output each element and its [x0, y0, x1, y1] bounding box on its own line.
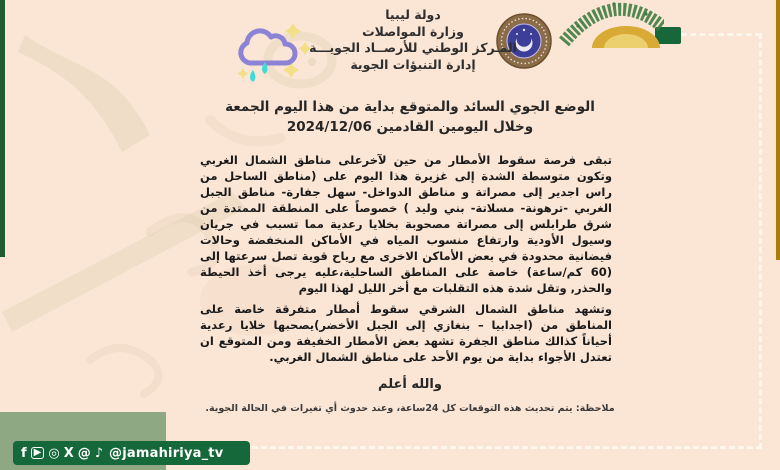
- social-bar: [13, 441, 250, 465]
- left-accent-bar: [0, 0, 5, 257]
- instagram-icon: ◎: [48, 445, 60, 461]
- dashed-frame-bottom: [252, 446, 762, 449]
- social-handle: @jamahiriya_tv: [109, 445, 224, 461]
- title-line-2: 2024/12/06 وخلال اليومين القادمين: [286, 119, 534, 135]
- forecast-paragraph-2: وتشهد مناطق الشمال الشرقي سقوط أمطار متفرقة خاصة على المناطق من (اجدابيا – بنغازي إلى الجبل الأخضر)يصحبها خلايا رعدية أحياناً كذالك مناطق الجفرة تشهد بعض الأمطار الخفيفة ومن المتوقع ان تعتدل الأجواء بداية من يوم الأحد على مناطق الشمال الغربي.: [200, 302, 612, 364]
- org-line-ministry: وزارة المواصلات: [362, 23, 464, 39]
- closing-phrase: والله أعلم: [378, 377, 442, 392]
- forecast-paragraph-1: تبقى فرصة سقوط الأمطار من حين لآخرعلى مناطق الشمال الغربي وتكون متوسطة الشدة إلى غزيرة هذا اليوم على (مناطق الساحل من راس اجدير إلى مصراتة و مناطق الدواخل- سهل جفارة- مناطق الجبل الغربي -ترهونة- مسلاتة- بني وليد ) خصوصاً على المنطقة الممتدة من شرق طرابلس إلى مصراتة مصحوبة بخلايا رعدية مما تسبب في جريان وسيول الأودية وارتفاع منسوب المياه في الأماكن المنخفضة وحالات فيضانية محدودة في بعض الأماكن الاخرى مع رياح قوية تصل سرعتها إلى (60 كم/ساعة) خاصة على المناطق الساحلية،عليه يرجى أخذ الحيطة والحذر, وتقل شدة هذه التقلبات مع أخر الليل لهذا اليوم: [200, 153, 612, 295]
- facebook-icon: f: [21, 445, 27, 461]
- tiktok-icon: ♪: [94, 445, 104, 461]
- update-note: ملاحظة: يتم تحديث هذه التوقعات كل 24ساعة، وعند حدوث أي تغيرات في الحالة الجوية.: [205, 403, 615, 414]
- bulletin-title: [150, 97, 670, 137]
- dashed-frame-top: [681, 33, 761, 36]
- org-line-department: إدارة التنبؤات الجوية: [350, 56, 476, 72]
- threads-icon: @: [77, 445, 91, 461]
- dashed-frame-right: [759, 33, 762, 449]
- title-line-1: الوضع الجوي السائد والمتوقع بداية من هذا اليوم الجمعة: [225, 99, 595, 115]
- org-line-center: المـركز الوطني للأرصــاد الجويـــة: [309, 40, 517, 55]
- org-header: [253, 7, 573, 73]
- org-line-country: دولة ليبيا: [385, 7, 441, 22]
- right-accent-bar: [776, 0, 780, 260]
- jamahiriya-tv-calligraphy-logo: [558, 0, 664, 50]
- youtube-icon: ▶: [31, 447, 45, 459]
- forecast-body: [200, 152, 612, 365]
- x-icon: X: [63, 445, 74, 461]
